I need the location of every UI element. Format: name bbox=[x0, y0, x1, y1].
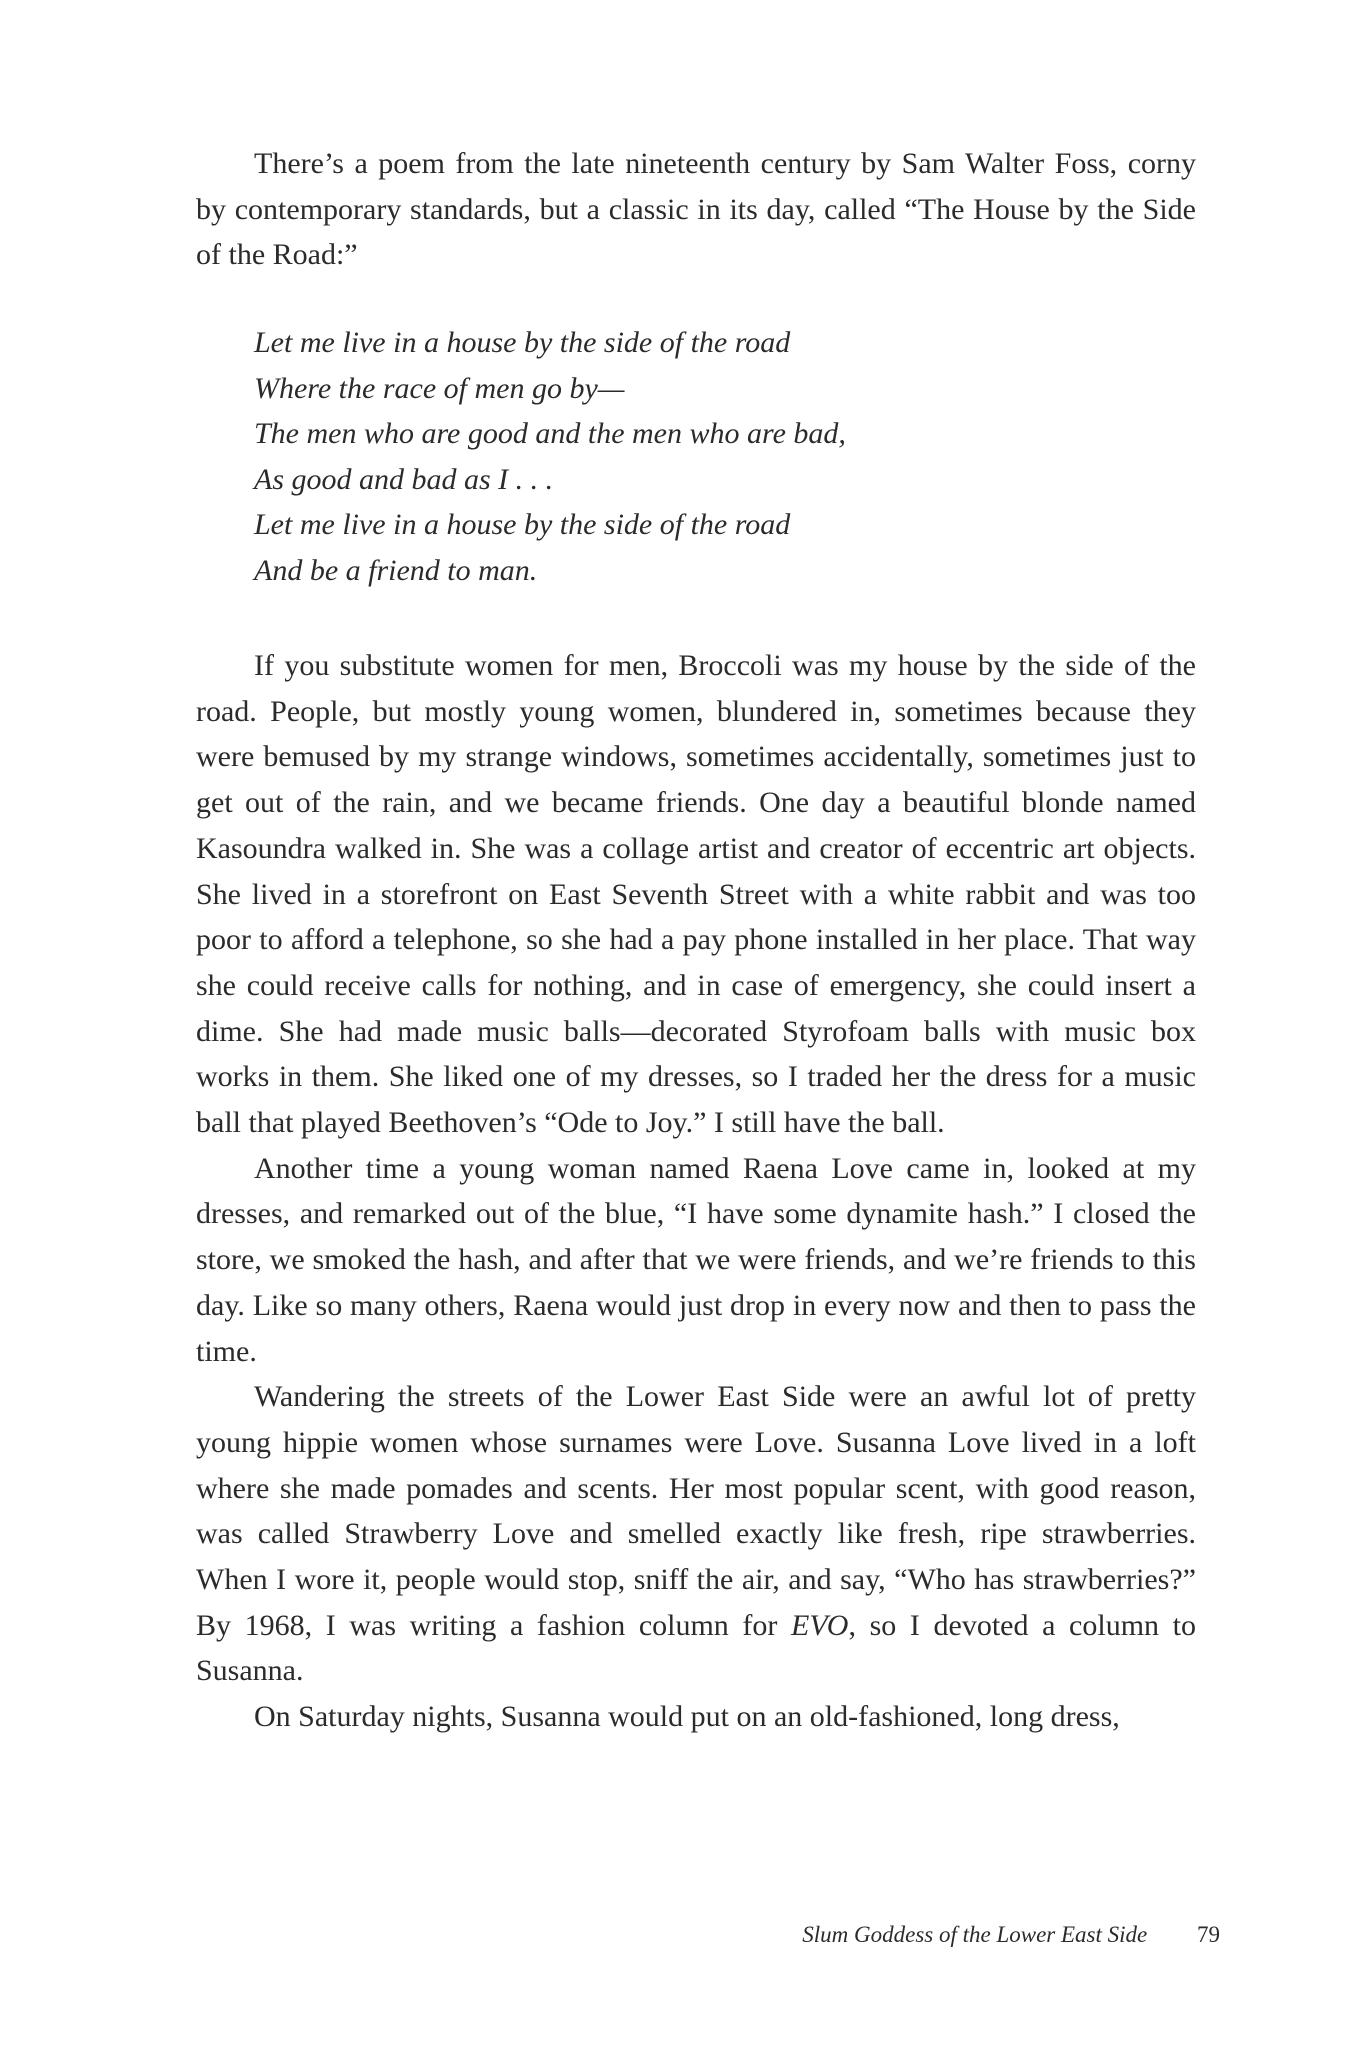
paragraph-text: Another time a young woman named Raena Love came in, looked at my dresses, and remarked out of the blue, “I have some dynamite hash.” I closed the store, we smoked the hash, and after that we were friends, and we’re friends to this day. Like so many others, Raena would just drop in every now and then to pass the time. bbox=[196, 1151, 1196, 1368]
poem-line: The men who are good and the men who are bad, bbox=[254, 417, 846, 450]
intro-paragraph bbox=[196, 141, 1196, 278]
magazine-title: EVO bbox=[791, 1608, 849, 1642]
poem-line: As good and bad as I . . . bbox=[254, 462, 554, 496]
paragraph-text: Wandering the streets of the Lower East Side were an awful lot of pretty young hippie women whose surnames were Love. Susanna Love lived in a loft where she made pomades and scents. Her most popular scent, with good reason, was called Strawberry Love and smelled exactly like fresh, ripe strawberries. When I wore it, people would stop, sniff the air, and say, “Who has strawberries?” By 1968, I was writing a fashion column for bbox=[196, 1380, 1196, 1642]
poem-line: Let me live in a house by the side of the road bbox=[254, 508, 791, 541]
poem-excerpt bbox=[254, 320, 846, 593]
paragraph bbox=[196, 1374, 1196, 1694]
paragraph bbox=[196, 1146, 1196, 1375]
page-number: 79 bbox=[1197, 1922, 1220, 1947]
poem-line: And be a friend to man. bbox=[254, 553, 538, 587]
page-footer bbox=[802, 1922, 1220, 1948]
running-title: Slum Goddess of the Lower East Side bbox=[802, 1922, 1148, 1947]
paragraph: If you substitute women for men, Broccoli was my house by the side of the road. People, but mostly young women, blundered in, sometimes because they were bemused by my strange windows, sometimes accidentally, sometimes just to get out of the rain, and we became friends. One day a beautiful blonde named Kasoundra walked in. She was a collage artist and creator of eccentric art objects. She lived in a storefront on East Seventh Street with a white rabbit and was too poor to afford a telephone, so she had a pay phone installed in her place. That way she could receive calls for nothing, and in case of emergency, she could insert a dime. She had made music balls—decorated Styrofoam balls with music box works in them. She liked one of my dresses, so I traded her the dress for a music ball that played Beethoven’s “Ode to Joy.” I still have the ball. bbox=[196, 649, 1196, 1140]
paragraph-text-continued: , so I devoted a column to Susanna. bbox=[196, 1608, 1196, 1688]
paragraph: On Saturday nights, Susanna would put on an old-fashioned, long dress, bbox=[254, 1700, 1120, 1734]
poem-line: Let me live in a house by the side of the road bbox=[254, 326, 791, 359]
paragraph: There’s a poem from the late nineteenth century by Sam Walter Foss, corny by contemporary standards, but a classic in its day, called “The House by the Side of the Road:” bbox=[196, 147, 1196, 272]
body-text bbox=[196, 643, 1196, 1740]
poem-line: Where the race of men go by— bbox=[254, 371, 625, 405]
